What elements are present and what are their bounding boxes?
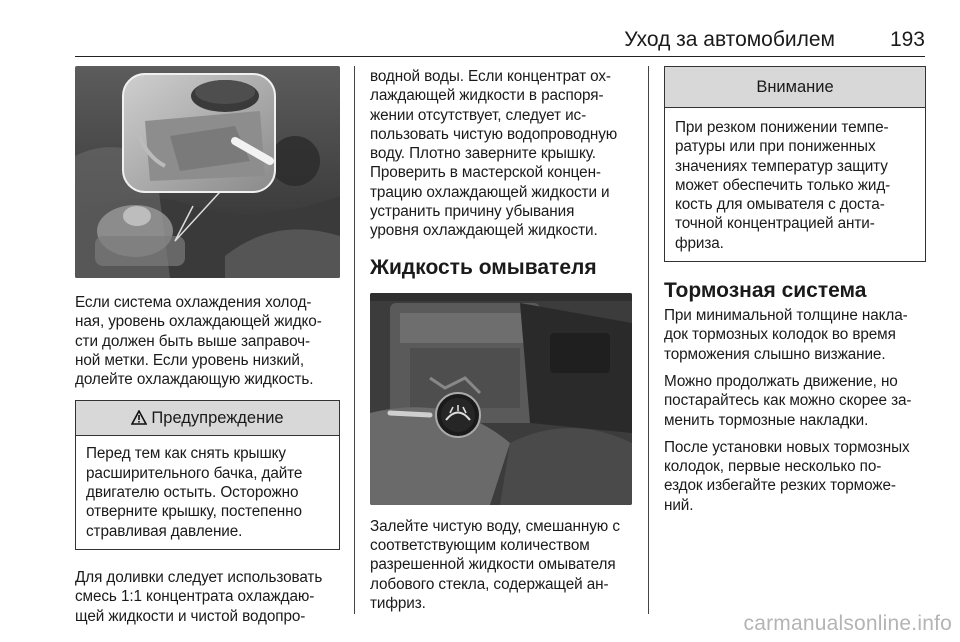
brake-paragraph-2: [664, 372, 926, 430]
column-1: [75, 66, 340, 626]
text-line: торможения слышно визжание.: [664, 345, 886, 363]
text-line: может обеспечить только жид-: [675, 176, 891, 194]
text-line: колодок, первые несколько по-: [664, 458, 882, 476]
text-line: тифриз.: [370, 594, 426, 612]
notice-body: [665, 108, 925, 261]
text-line: воду. Плотно заверните крышку.: [370, 145, 596, 163]
text-line: лаждающей жидкости в распоря-: [370, 87, 604, 105]
text-line: ратуры или при пониженных: [675, 138, 876, 156]
text-line: точной концентрацией анти-: [675, 215, 875, 233]
section-title-brake-system: Тормозная система: [664, 279, 867, 303]
text-line: расширительного бачка, дайте: [86, 464, 303, 482]
section-title-washer-fluid: Жидкость омывателя: [370, 255, 597, 279]
refill-paragraph: [75, 568, 340, 626]
text-line: стравливая давление.: [86, 522, 243, 540]
text-line: разрешенной жидкости омывателя: [370, 556, 616, 574]
column-divider-1: [354, 66, 355, 614]
text-line: док тормозных колодок во время: [664, 326, 896, 344]
column-3: [664, 66, 926, 515]
text-line: При резком понижении темпе-: [675, 119, 889, 136]
text-line: лобового стекла, содержащей ан-: [370, 575, 609, 593]
warning-title: Предупреждение: [151, 409, 284, 428]
coolant-reservoir-photo: [75, 66, 340, 278]
text-line: Можно продолжать движение, но: [664, 372, 898, 390]
brake-paragraph-1: [664, 306, 926, 364]
text-line: устранить причину убывания: [370, 203, 575, 221]
text-line: жении отсутствует, следует ис-: [370, 106, 587, 124]
text-line: постарайтесь как можно скорее за-: [664, 392, 912, 410]
washer-reservoir-photo: [370, 293, 632, 505]
warning-body: [76, 436, 339, 548]
text-line: значениях температур защиту: [675, 157, 888, 175]
text-line: смесь 1:1 концентрата охлаждаю-: [75, 588, 315, 606]
warning-box: [75, 400, 340, 549]
warning-triangle-icon: [131, 403, 147, 437]
washer-fluid-paragraph: [370, 517, 632, 613]
text-line: уровня охлаждающей жидкости.: [370, 222, 598, 240]
text-line: ездок избегайте резких торможе-: [664, 477, 896, 495]
text-line: Перед тем как снять крышку: [86, 445, 286, 463]
text-line: Проверить в мастерской концен-: [370, 164, 601, 182]
page-header: [75, 26, 925, 57]
text-line: Для доливки следует использовать: [75, 568, 323, 586]
coolant-level-paragraph: [75, 293, 340, 389]
text-line: отверните крышку, постепенно: [86, 503, 302, 521]
text-line: кость для омывателя с доста-: [675, 196, 885, 214]
text-line: щей жидкости и чистой водопро-: [75, 607, 306, 625]
text-line: трацию охлаждающей жидкости и: [370, 183, 610, 201]
text-line: фриза.: [675, 234, 724, 252]
refill-paragraph-continued: [370, 67, 632, 241]
text-line: водной воды. Если концентрат ох-: [370, 68, 611, 85]
text-line: При минимальной толщине накла-: [664, 307, 908, 325]
text-line: ная, уровень охлаждающей жидко-: [75, 313, 322, 331]
text-line: ной метки. Если уровень низкий,: [75, 351, 304, 369]
column-divider-2: [648, 66, 649, 614]
text-line: сти должен быть выше заправоч-: [75, 332, 311, 350]
column-2: [370, 66, 632, 613]
text-line: менить тормозные накладки.: [664, 411, 869, 429]
text-line: После установки новых тормозных: [664, 438, 910, 456]
text-line: долейте охлаждающую жидкость.: [75, 371, 314, 389]
text-line: двигателю остыть. Осторожно: [86, 484, 299, 502]
text-line: ний.: [664, 496, 694, 514]
notice-box: [664, 66, 926, 262]
text-line: Если система охлаждения холод-: [75, 294, 312, 311]
brake-paragraph-3: [664, 438, 926, 515]
text-line: пользовать чистую водопроводную: [370, 125, 618, 143]
page-number: 193: [889, 28, 925, 51]
warning-header: [76, 401, 339, 436]
notice-header: Внимание: [665, 67, 925, 108]
text-line: Залейте чистую воду, смешанную с: [370, 517, 620, 535]
site-watermark: carmanualsonline.info: [743, 612, 952, 635]
text-line: соответствующим количеством: [370, 536, 590, 554]
chapter-title: Уход за автомобилем: [624, 28, 835, 51]
